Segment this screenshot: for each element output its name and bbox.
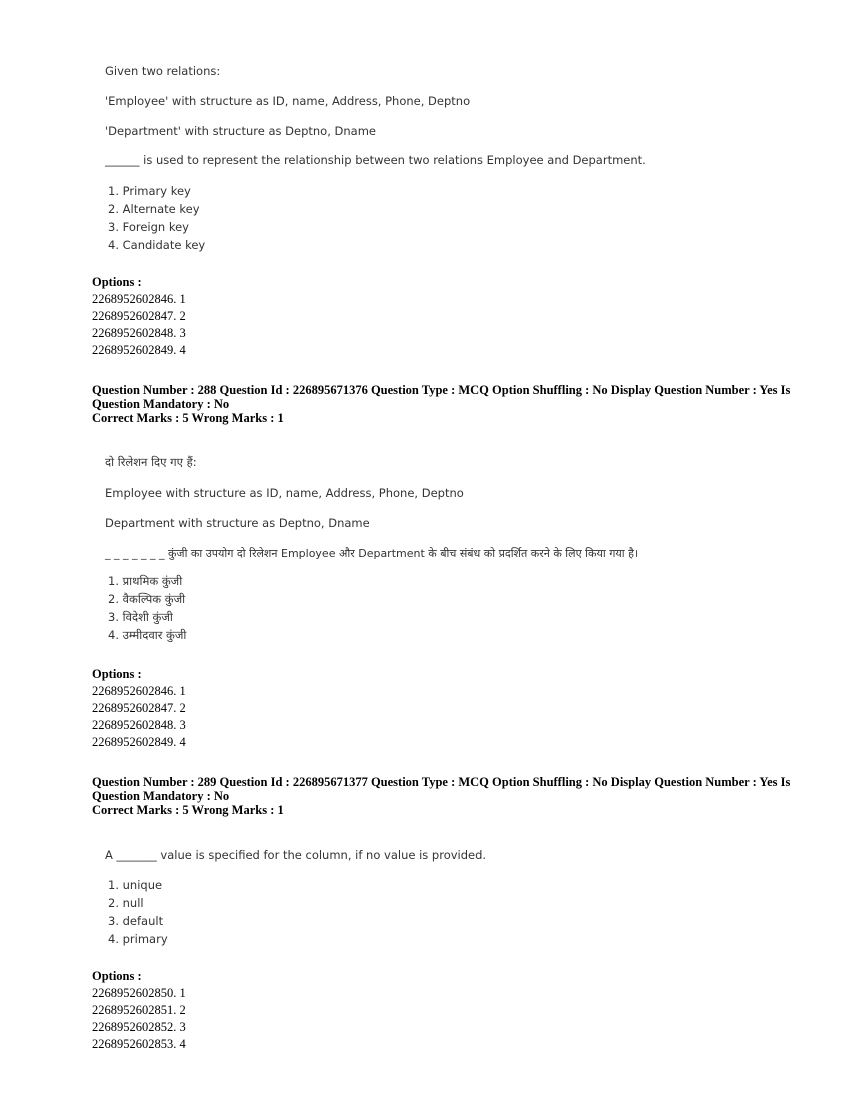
options-label: Options : — [92, 667, 142, 681]
answer-choice: 2. वैकल्पिक कुंजी — [108, 592, 186, 606]
question-marks: Correct Marks : 5 Wrong Marks : 1 — [92, 803, 284, 817]
question-text-line: ______ is used to represent the relationship between two relations Employee and Department. — [105, 153, 646, 167]
question-meta-line: Question Mandatory : No — [92, 397, 230, 411]
option-id: 2268952602849. 4 — [92, 735, 186, 749]
question-text-line: Department with structure as Deptno, Dname — [105, 516, 370, 530]
option-id: 2268952602853. 4 — [92, 1037, 186, 1051]
question-text-line: 'Employee' with structure as ID, name, Address, Phone, Deptno — [105, 94, 471, 108]
answer-choice: 4. primary — [108, 932, 168, 946]
answer-choice: 2. null — [108, 896, 144, 910]
question-text-line: _ _ _ _ _ _ _ कुंजी का उपयोग दो रिलेशन Employee और Department के बीच संबंध को प्रदर्शित करने के लिए किया गया है। — [105, 547, 639, 560]
options-block — [92, 274, 186, 359]
question-text-line: 'Department' with structure as Deptno, Dname — [105, 124, 377, 138]
option-id: 2268952602852. 3 — [92, 1020, 186, 1034]
question-meta-line: Question Number : 288 Question Id : 226895671376 Question Type : MCQ Option Shuffling : No Display Question Number : Yes Is — [92, 383, 791, 397]
option-id: 2268952602846. 1 — [92, 684, 186, 698]
question-meta — [92, 775, 790, 817]
question-meta — [92, 383, 790, 425]
option-id: 2268952602850. 1 — [92, 986, 186, 1000]
answer-choice: 4. Candidate key — [108, 238, 206, 252]
question-meta-line: Question Mandatory : No — [92, 789, 230, 803]
answer-choice: 4. उम्मीदवार कुंजी — [108, 628, 187, 642]
answer-choice: 1. प्राथमिक कुंजी — [108, 574, 183, 588]
option-id: 2268952602848. 3 — [92, 326, 186, 340]
option-id: 2268952602846. 1 — [92, 292, 186, 306]
option-id: 2268952602848. 3 — [92, 718, 186, 732]
question-marks: Correct Marks : 5 Wrong Marks : 1 — [92, 411, 284, 425]
answer-choices — [108, 572, 186, 644]
answer-choice: 3. Foreign key — [108, 220, 189, 234]
options-block — [92, 666, 186, 751]
question-text-line: Given two relations: — [105, 64, 221, 78]
question-meta-line: Question Number : 289 Question Id : 226895671377 Question Type : MCQ Option Shuffling : No Display Question Number : Yes Is — [92, 775, 791, 789]
answer-choice: 2. Alternate key — [108, 202, 200, 216]
question-text-line: Employee with structure as ID, name, Address, Phone, Deptno — [105, 486, 464, 500]
option-id: 2268952602847. 2 — [92, 309, 186, 323]
options-block — [92, 968, 186, 1053]
question-text-line: A _______ value is specified for the column, if no value is provided. — [105, 848, 487, 862]
option-id: 2268952602849. 4 — [92, 343, 186, 357]
answer-choice: 1. Primary key — [108, 184, 191, 198]
answer-choice: 1. unique — [108, 878, 163, 892]
answer-choices — [108, 876, 168, 948]
answer-choices — [108, 182, 205, 254]
options-label: Options : — [92, 969, 142, 983]
question-text-line: दो रिलेशन दिए गए हैं: — [105, 455, 197, 469]
option-id: 2268952602847. 2 — [92, 701, 186, 715]
answer-choice: 3. विदेशी कुंजी — [108, 610, 173, 624]
options-label: Options : — [92, 275, 142, 289]
option-id: 2268952602851. 2 — [92, 1003, 186, 1017]
answer-choice: 3. default — [108, 914, 164, 928]
